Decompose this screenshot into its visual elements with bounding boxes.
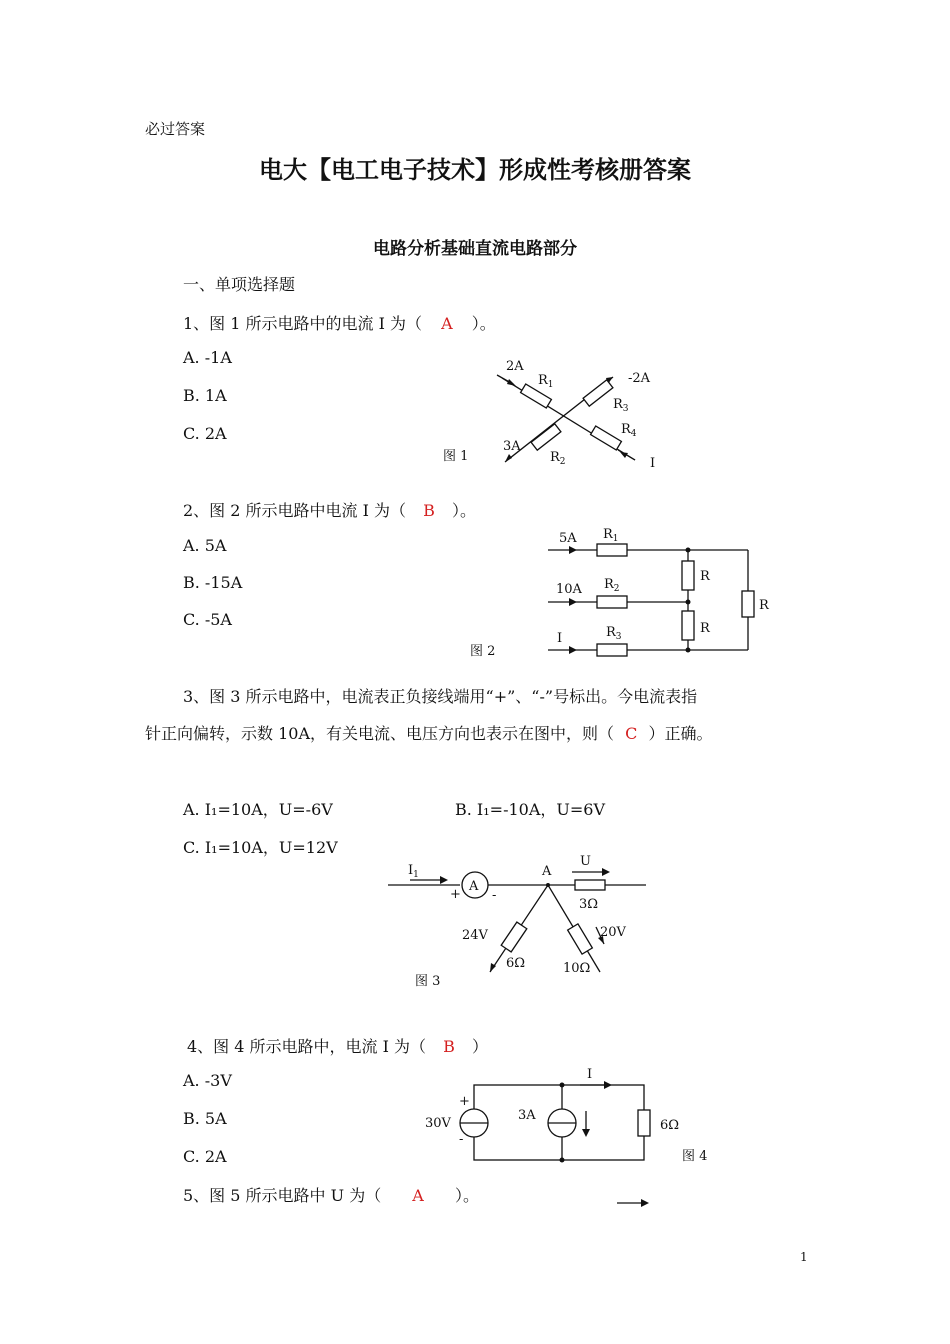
- svg-text:3A: 3A: [503, 439, 521, 454]
- svg-text:R3: $R_3$: [613, 397, 629, 414]
- figure-1: [430, 350, 670, 480]
- q2-option-b: B. -15A: [183, 573, 243, 592]
- question-1-stem: 1、图 1 所示电路中的电流 I 为（ A ）。: [183, 314, 496, 333]
- svg-text:24V: 24V: [462, 928, 488, 943]
- q3-option-b: B. I₁=-10A，U=6V: [455, 800, 606, 819]
- svg-text:R1: $R_1$: [603, 527, 619, 544]
- svg-text:20V: 20V: [600, 925, 626, 940]
- svg-text:-2A: -2A: [628, 371, 651, 386]
- fig3-caption: 图 3: [415, 974, 441, 989]
- fig1-label-2a: 2A: [506, 359, 524, 374]
- svg-text:6Ω: 6Ω: [660, 1118, 680, 1133]
- svg-text:R2: $R_2$: [550, 450, 566, 467]
- svg-text:R4: $R_4$: [621, 422, 637, 439]
- question-2-stem: 2、图 2 所示电路中电流 I 为（ B ）。: [183, 501, 476, 520]
- q4-option-c: C. 2A: [183, 1147, 227, 1166]
- section-title: 电路分析基础直流电路部分: [373, 239, 577, 259]
- question-3-line1: 3、图 3 所示电路中，电流表正负接线端用“+”、“-”号标出。今电流表指: [183, 687, 698, 706]
- svg-text:3Ω: 3Ω: [579, 897, 599, 912]
- figure-3: [380, 850, 660, 995]
- svg-text:I1: $I_1$: [408, 863, 419, 880]
- svg-text:-: -: [459, 1132, 464, 1147]
- svg-text:A: A: [542, 864, 552, 879]
- svg-text:30V: 30V: [425, 1116, 451, 1131]
- answer-2: B: [423, 501, 435, 520]
- svg-text:+: +: [459, 1094, 470, 1109]
- figure-4: [420, 1065, 720, 1170]
- question-3-line2: 针正向偏转，示数 10A，有关电流、电压方向也表示在图中，则（ C ）正确。: [145, 724, 713, 743]
- figure-5-arrow: [615, 1195, 655, 1211]
- svg-text:6Ω: 6Ω: [506, 956, 526, 971]
- svg-text:-: -: [492, 888, 497, 903]
- svg-text:I: I: [650, 456, 656, 471]
- fig1-caption: 图 1: [443, 449, 469, 464]
- q1-option-a: A. -1A: [183, 348, 232, 367]
- svg-text:R3: $R_3$: [606, 625, 622, 642]
- figure-2: [460, 520, 780, 670]
- fig2-caption: 图 2: [470, 644, 496, 659]
- svg-text:10Ω: 10Ω: [563, 961, 591, 976]
- part-heading: 一、单项选择题: [183, 275, 296, 294]
- svg-text:R: R: [700, 569, 710, 584]
- svg-text:R1: $R_1$: [538, 373, 554, 390]
- answer-4: B: [443, 1037, 455, 1056]
- svg-text:I: I: [587, 1067, 593, 1082]
- answer-5: A: [412, 1186, 424, 1205]
- svg-text:5A: 5A: [559, 531, 577, 546]
- q3-option-c: C. I₁=10A，U=12V: [183, 838, 338, 857]
- svg-text:+: +: [450, 887, 461, 902]
- question-5-stem: 5、图 5 所示电路中 U 为（ A ）。: [183, 1186, 479, 1205]
- svg-text:I: I: [557, 631, 563, 646]
- q4-option-b: B. 5A: [183, 1109, 227, 1128]
- svg-text:3A: 3A: [518, 1108, 536, 1123]
- svg-text:A: A: [469, 879, 479, 894]
- page-number: 1: [800, 1250, 808, 1264]
- answer-3: C: [625, 724, 638, 743]
- q1-option-b: B. 1A: [183, 386, 227, 405]
- q3-option-a: A. I₁=10A，U=-6V: [183, 800, 333, 819]
- q2-option-a: A. 5A: [183, 536, 227, 555]
- q4-option-a: A. -3V: [183, 1071, 232, 1090]
- page-title: 电大【电工电子技术】形成性考核册答案: [259, 156, 691, 184]
- svg-text:R: R: [700, 621, 710, 636]
- svg-text:R: R: [759, 598, 769, 613]
- answer-1: A: [441, 314, 453, 333]
- fig4-caption: 图 4: [682, 1149, 708, 1164]
- svg-text:U: U: [580, 854, 591, 869]
- q1-option-c: C. 2A: [183, 424, 227, 443]
- q2-option-c: C. -5A: [183, 610, 232, 629]
- svg-text:10A: 10A: [556, 582, 582, 597]
- svg-text:R2: $R_2$: [604, 577, 620, 594]
- question-4-stem: 4、图 4 所示电路中，电流 I 为（ B ）: [187, 1037, 488, 1056]
- header-note: 必过答案: [145, 120, 206, 138]
